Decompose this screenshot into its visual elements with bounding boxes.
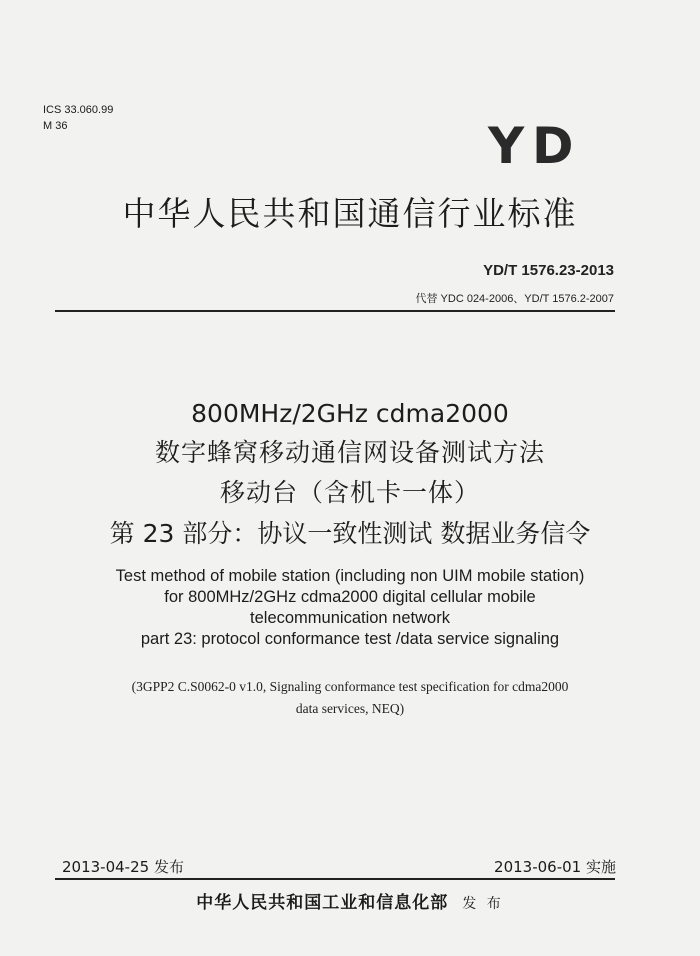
ics-code: ICS 33.060.99	[43, 104, 114, 116]
cn-title-line-1: 800MHz/2GHz cdma2000	[191, 399, 509, 428]
issuing-authority	[0, 888, 700, 913]
reference-note	[0, 676, 700, 720]
logo-letter-y: Y	[488, 117, 525, 175]
chinese-title	[0, 395, 700, 555]
en-title-line-4: part 23: protocol conformance test /data service signaling	[140, 630, 560, 648]
yd-logo	[488, 117, 576, 175]
standard-number: YD/T 1576.23-2013	[483, 262, 614, 279]
replaces-standards: 代替 YDC 024-2006、YD/T 1576.2-2007	[415, 293, 614, 305]
issuer-action: 发 布	[462, 896, 504, 912]
class-code: M 36	[43, 120, 68, 132]
bottom-divider	[55, 878, 615, 880]
cn-title-line-3: 移动台（含机卡一体）	[219, 478, 480, 507]
standard-type-title: 中华人民共和国通信行业标准	[122, 194, 578, 233]
en-title-line-2: for 800MHz/2GHz cdma2000 digital cellular mobile	[164, 588, 536, 606]
en-title-line-3: telecommunication network	[250, 609, 450, 627]
cn-title-line-2: 数字蜂窝移动通信网设备测试方法	[154, 438, 545, 467]
reference-line-2: data services, NEQ)	[295, 701, 405, 716]
issuer-name: 中华人民共和国工业和信息化部	[196, 893, 449, 913]
english-title	[0, 566, 700, 650]
cn-title-line-4: 第 23 部分：协议一致性测试 数据业务信令	[109, 519, 591, 548]
top-divider	[55, 310, 615, 312]
reference-line-1: (3GPP2 C.S0062-0 v1.0, Signaling conformance test specification for cdma2000	[131, 679, 569, 694]
issue-date: 2013-04-25 发布	[62, 858, 184, 876]
classification-codes	[43, 102, 113, 134]
en-title-line-1: Test method of mobile station (including non UIM mobile station)	[115, 567, 585, 585]
implementation-date: 2013-06-01 实施	[494, 858, 616, 876]
logo-letter-d: D	[532, 117, 574, 175]
